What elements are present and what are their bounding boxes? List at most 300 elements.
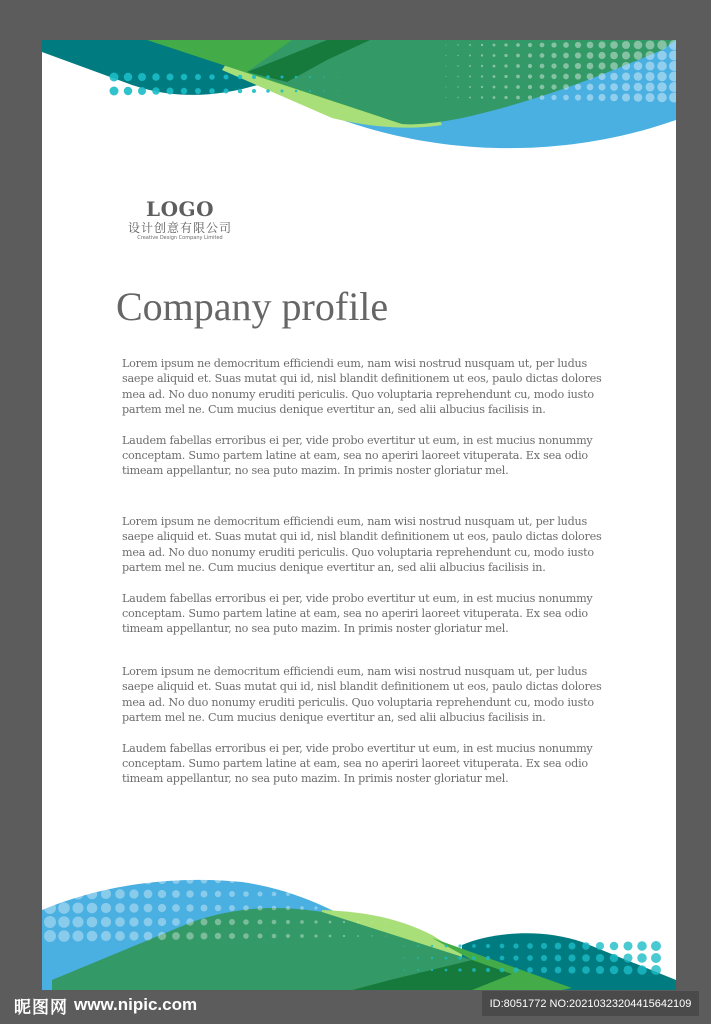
halftone-dot [587, 42, 594, 49]
halftone-dot [417, 945, 419, 947]
halftone-dot [386, 894, 387, 895]
halftone-dot [481, 65, 483, 67]
halftone-dot [493, 96, 496, 99]
halftone-dot [371, 893, 372, 894]
halftone-dot [338, 91, 339, 92]
halftone-dot [186, 932, 193, 939]
halftone-dot [101, 917, 111, 927]
halftone-dot [610, 62, 618, 70]
halftone-dot [352, 77, 353, 78]
halftone-dot [472, 944, 476, 948]
halftone-dot [215, 891, 221, 897]
text-section-1 [122, 356, 602, 479]
halftone-dot [622, 72, 630, 80]
halftone-dot [645, 82, 654, 91]
halftone-dot [87, 917, 98, 928]
halftone-dot [266, 75, 270, 79]
halftone-dot [504, 43, 507, 46]
halftone-dot [587, 73, 594, 80]
halftone-dot [124, 73, 133, 82]
halftone-dot [513, 943, 518, 948]
halftone-dot [352, 91, 353, 92]
logo-company-name-cn: 设计创意有限公司 [127, 221, 232, 235]
halftone-dot [596, 966, 604, 974]
halftone-dot [528, 53, 532, 57]
halftone-dot [431, 957, 433, 959]
halftone-dot [238, 89, 243, 94]
halftone-dot [540, 85, 545, 90]
halftone-dot [657, 61, 667, 71]
halftone-dot [500, 956, 505, 961]
halftone-dot [457, 97, 458, 98]
halftone-dot [540, 74, 545, 79]
halftone-dot [158, 932, 166, 940]
paragraph: Laudem fabellas erroribus ei per, vide probo evertitur ut eum, in est mucius nonummy conceptam. Sumo partem latine at eam, sea no aperiri laoreet vituperata. Ex sea odio timeam appellantur, no sea puto mazim. In primis noster gloriatur mel. [122, 741, 593, 786]
halftone-dot [201, 933, 208, 940]
halftone-dot [158, 876, 166, 884]
halftone-dot [486, 968, 490, 972]
halftone-dot [357, 907, 359, 909]
halftone-dot [516, 96, 520, 100]
halftone-dot [563, 95, 569, 101]
halftone-dot [587, 84, 594, 91]
halftone-dot [651, 953, 661, 963]
halftone-dot [101, 889, 111, 899]
halftone-dot [472, 968, 476, 972]
halftone-dot [186, 918, 193, 925]
halftone-dot [651, 941, 661, 951]
halftone-dot [186, 876, 193, 883]
halftone-dot [582, 954, 590, 962]
halftone-dot [504, 75, 507, 78]
halftone-dot [386, 908, 387, 909]
top-wave-decoration [42, 40, 676, 160]
halftone-dot [329, 879, 332, 882]
halftone-dot [645, 51, 654, 60]
halftone-dot [58, 888, 70, 900]
halftone-dot [486, 944, 490, 948]
halftone-dot [403, 957, 404, 958]
halftone-dot [563, 63, 569, 69]
bottom-wave-decoration [42, 870, 676, 990]
halftone-dot [238, 75, 243, 80]
halftone-dot [72, 930, 83, 941]
halftone-dot [329, 907, 332, 910]
halftone-dot [371, 921, 372, 922]
halftone-dot [201, 877, 208, 884]
halftone-dot [527, 955, 533, 961]
halftone-dot [500, 944, 505, 949]
halftone-dot [229, 905, 235, 911]
halftone-dot [610, 94, 618, 102]
halftone-dot [201, 891, 208, 898]
halftone-dot [582, 966, 590, 974]
halftone-dot [610, 41, 618, 49]
halftone-dot [446, 87, 447, 88]
letterhead-page [42, 40, 676, 990]
halftone-dot [158, 890, 166, 898]
halftone-dot [446, 97, 447, 98]
halftone-dot [87, 931, 98, 942]
halftone-dot [58, 916, 70, 928]
logo-wordmark: LOGO [146, 197, 214, 221]
halftone-dot [257, 933, 262, 938]
halftone-dot [209, 74, 215, 80]
halftone-dot [229, 933, 235, 939]
halftone-dot [343, 935, 345, 937]
halftone-dot [555, 955, 562, 962]
halftone-dot [575, 73, 581, 79]
halftone-dot [575, 42, 581, 48]
halftone-dot [87, 889, 98, 900]
halftone-dot [172, 876, 180, 884]
halftone-dot [300, 920, 304, 924]
halftone-dot [596, 954, 604, 962]
halftone-dot [568, 966, 575, 973]
paragraph: Laudem fabellas erroribus ei per, vide probo evertitur ut eum, in est mucius nonummy conceptam. Sumo partem latine at eam, sea no aperiri laoreet vituperata. Ex sea odio timeam appellantur, no sea puto mazim. In primis noster gloriatur mel. [122, 591, 593, 636]
halftone-dot [286, 906, 290, 910]
halftone-dot [390, 958, 391, 959]
halftone-dot [224, 89, 229, 94]
halftone-dot [403, 969, 404, 970]
halftone-dot [386, 880, 387, 881]
halftone-dot [469, 55, 471, 57]
halftone-dot [215, 933, 221, 939]
halftone-dot [657, 40, 667, 50]
halftone-dot [158, 904, 166, 912]
halftone-dot [587, 52, 594, 59]
halftone-dot [587, 63, 594, 70]
halftone-dot [186, 904, 193, 911]
paragraph: Lorem ipsum ne democritum efficiendi eum, nam wisi nostrud nusquam ut, per ludus saepe aliquid et. Suas mutat qui id, nisl blandit definitionem ut eos, paulo dictas dolores mea ad. No duo nonumy eruditi periculis. Quo voluptaria reprehendunt cu, modo iusto partem mel ne. Cum mucius denique evertitur an, sed alii albucius facilisis in. [122, 515, 602, 575]
halftone-dot [58, 930, 70, 942]
halftone-dot [563, 74, 569, 80]
halftone-dot [101, 875, 111, 885]
halftone-dot [115, 903, 125, 913]
halftone-dot [587, 94, 594, 101]
halftone-dot [504, 54, 507, 57]
halftone-dot [286, 878, 290, 882]
halftone-dot [152, 87, 160, 95]
halftone-dot [323, 76, 325, 78]
halftone-dot [472, 956, 476, 960]
halftone-dot [403, 945, 404, 946]
halftone-dot [357, 893, 359, 895]
halftone-dot [651, 965, 661, 975]
halftone-dot [431, 969, 433, 971]
halftone-dot [44, 916, 56, 928]
halftone-dot [493, 54, 496, 57]
halftone-dot [152, 73, 160, 81]
text-section-3 [122, 664, 602, 787]
halftone-dot [431, 945, 433, 947]
halftone-dot [598, 41, 605, 48]
halftone-dot [72, 874, 83, 885]
halftone-dot [563, 53, 569, 59]
halftone-dot [513, 955, 518, 960]
halftone-dot [257, 919, 262, 924]
paragraph: Laudem fabellas erroribus ei per, vide probo evertitur ut eum, in est mucius nonummy conceptam. Sumo partem latine at eam, sea no aperiri laoreet vituperata. Ex sea odio timeam appellantur, no sea puto mazim. In primis noster gloriatur mel. [122, 433, 593, 478]
halftone-dot [215, 905, 221, 911]
halftone-dot [469, 86, 471, 88]
halftone-dot [167, 88, 174, 95]
halftone-dot [623, 965, 632, 974]
watermark-site-url[interactable]: www.nipic.com [74, 995, 198, 1014]
watermark-site-logo[interactable] [14, 993, 197, 1017]
halftone-dot [528, 43, 532, 47]
halftone-dot [657, 93, 667, 103]
halftone-dot [295, 76, 298, 79]
halftone-dot [634, 83, 643, 92]
halftone-dot [44, 930, 56, 942]
halftone-dot [634, 93, 643, 102]
halftone-dot [637, 965, 647, 975]
halftone-dot [481, 86, 483, 88]
halftone-dot [44, 888, 56, 900]
halftone-dot [417, 957, 419, 959]
halftone-dot [622, 93, 630, 101]
halftone-dot [195, 88, 201, 94]
watermark-image-id: ID:8051772 NO:20210323204415642109 [482, 991, 699, 1016]
halftone-dot [243, 933, 249, 939]
halftone-dot [445, 957, 448, 960]
halftone-dot [446, 45, 447, 46]
halftone-dot [493, 65, 496, 68]
halftone-dot [272, 934, 277, 939]
halftone-dot [516, 85, 520, 89]
halftone-dot [215, 877, 221, 883]
halftone-dot [295, 90, 298, 93]
halftone-dot [481, 44, 483, 46]
halftone-dot [551, 42, 556, 47]
halftone-dot [555, 967, 562, 974]
halftone-dot [172, 890, 180, 898]
halftone-dot [281, 76, 284, 79]
halftone-dot [486, 956, 490, 960]
halftone-dot [58, 874, 70, 886]
halftone-dot [500, 968, 505, 973]
halftone-dot [129, 889, 138, 898]
halftone-dot [167, 74, 174, 81]
halftone-dot [622, 41, 630, 49]
halftone-dot [457, 86, 458, 87]
halftone-dot [129, 931, 138, 940]
halftone-dot [144, 890, 153, 899]
halftone-dot [286, 934, 290, 938]
halftone-dot [541, 943, 547, 949]
halftone-dot [314, 934, 317, 937]
halftone-dot [622, 51, 630, 59]
halftone-dot [622, 83, 630, 91]
halftone-dot [329, 921, 332, 924]
halftone-dot [314, 892, 317, 895]
halftone-dot [58, 902, 70, 914]
halftone-dot [527, 967, 533, 973]
halftone-dot [575, 52, 581, 58]
halftone-dot [343, 907, 345, 909]
halftone-dot [551, 84, 556, 89]
halftone-dot [568, 942, 575, 949]
halftone-dot [286, 892, 290, 896]
halftone-dot [243, 891, 249, 897]
halftone-dot [528, 85, 532, 89]
halftone-dot [504, 64, 507, 67]
halftone-dot [610, 52, 618, 60]
halftone-dot [101, 903, 111, 913]
halftone-dot [343, 921, 345, 923]
halftone-dot [257, 877, 262, 882]
halftone-dot [469, 76, 471, 78]
halftone-dot [44, 874, 56, 886]
halftone-dot [110, 87, 119, 96]
halftone-dot [634, 41, 643, 50]
halftone-dot [309, 90, 311, 92]
halftone-dot [72, 916, 83, 927]
halftone-dot [181, 88, 188, 95]
halftone-dot [266, 89, 270, 93]
halftone-dot [623, 941, 632, 950]
halftone-dot [87, 903, 98, 914]
halftone-dot [115, 889, 125, 899]
halftone-dot [144, 918, 153, 927]
halftone-dot [493, 75, 496, 78]
halftone-dot [481, 96, 483, 98]
halftone-dot [243, 919, 249, 925]
halftone-dot [101, 931, 111, 941]
halftone-dot [286, 920, 290, 924]
halftone-dot [516, 43, 520, 47]
halftone-dot [516, 64, 520, 68]
halftone-dot [582, 942, 590, 950]
halftone-dot [645, 61, 654, 70]
halftone-dot [446, 66, 447, 67]
halftone-dot [563, 84, 569, 90]
halftone-dot [540, 43, 545, 48]
halftone-dot [329, 893, 332, 896]
halftone-dot [144, 932, 153, 941]
halftone-dot [338, 77, 339, 78]
halftone-dot [575, 63, 581, 69]
watermark-site-name-cn: 昵图网 [14, 997, 68, 1018]
halftone-dot [551, 95, 556, 100]
halftone-dot [637, 941, 647, 951]
halftone-dot [598, 83, 605, 90]
halftone-dot [72, 902, 83, 913]
halftone-dot [357, 921, 359, 923]
page-title: Company profile [116, 284, 389, 329]
halftone-dot [528, 95, 532, 99]
halftone-dot [44, 902, 56, 914]
halftone-dot [386, 922, 387, 923]
halftone-dot [300, 934, 304, 938]
halftone-dot [457, 55, 458, 56]
halftone-dot [598, 62, 605, 69]
halftone-dot [637, 953, 647, 963]
halftone-dot [129, 917, 138, 926]
halftone-dot [201, 919, 208, 926]
halftone-dot [540, 64, 545, 69]
logo-company-name-en: Creative Design Company Limited [137, 235, 223, 241]
halftone-dot [124, 87, 133, 96]
halftone-dot [144, 876, 153, 885]
halftone-dot [458, 968, 461, 971]
halftone-dot [314, 920, 317, 923]
paragraph: Lorem ipsum ne democritum efficiendi eum, nam wisi nostrud nusquam ut, per ludus saepe aliquid et. Suas mutat qui id, nisl blandit definitionem ut eos, paulo dictas dolores mea ad. No duo nonumy eruditi periculis. Quo voluptaria reprehendunt cu, modo iusto partem mel ne. Cum mucius denique evertitur an, sed alii albucius facilisis in. [122, 357, 602, 417]
halftone-dot [657, 82, 667, 92]
halftone-dot [371, 907, 372, 908]
halftone-dot [252, 89, 256, 93]
halftone-dot [469, 65, 471, 67]
halftone-dot [457, 65, 458, 66]
halftone-dot [657, 72, 667, 82]
halftone-dot [115, 931, 125, 941]
halftone-dot [229, 891, 235, 897]
halftone-dot [300, 878, 304, 882]
halftone-dot [72, 888, 83, 899]
halftone-dot [504, 85, 507, 88]
halftone-dot [445, 945, 448, 948]
halftone-dot [657, 51, 667, 61]
halftone-dot [541, 967, 547, 973]
halftone-dot [110, 73, 119, 82]
halftone-dot [138, 73, 146, 81]
halftone-dot [144, 904, 153, 913]
halftone-dot [172, 904, 180, 912]
halftone-dot [224, 75, 229, 80]
halftone-dot [645, 40, 654, 49]
halftone-dot [229, 877, 235, 883]
halftone-dot [622, 62, 630, 70]
halftone-dot [371, 879, 372, 880]
halftone-dot [634, 62, 643, 71]
halftone-dot [272, 878, 277, 883]
halftone-dot [181, 74, 188, 81]
halftone-dot [528, 74, 532, 78]
halftone-dot [634, 72, 643, 81]
halftone-dot [129, 903, 138, 912]
halftone-dot [314, 878, 317, 881]
text-section-2 [122, 514, 602, 637]
halftone-dot [610, 73, 618, 81]
halftone-dot [563, 42, 569, 48]
halftone-dot [229, 919, 235, 925]
halftone-dot [201, 905, 208, 912]
halftone-dot [623, 953, 632, 962]
halftone-dot [469, 97, 471, 99]
halftone-dot [540, 95, 545, 100]
halftone-dot [598, 94, 605, 101]
halftone-dot [551, 53, 556, 58]
halftone-dot [645, 72, 654, 81]
halftone-dot [575, 94, 581, 100]
halftone-dot [115, 917, 125, 927]
halftone-dot [390, 970, 391, 971]
halftone-dot [551, 74, 556, 79]
halftone-dot [610, 966, 619, 975]
halftone-dot [272, 920, 277, 925]
halftone-dot [343, 893, 345, 895]
halftone-dot [417, 969, 419, 971]
halftone-dot [445, 969, 448, 972]
halftone-dot [481, 75, 483, 77]
halftone-dot [527, 943, 533, 949]
halftone-dot [541, 955, 547, 961]
halftone-dot [243, 877, 249, 883]
halftone-dot [493, 44, 496, 47]
halftone-dot [329, 935, 332, 938]
halftone-dot [446, 76, 447, 77]
halftone-dot [357, 879, 359, 881]
